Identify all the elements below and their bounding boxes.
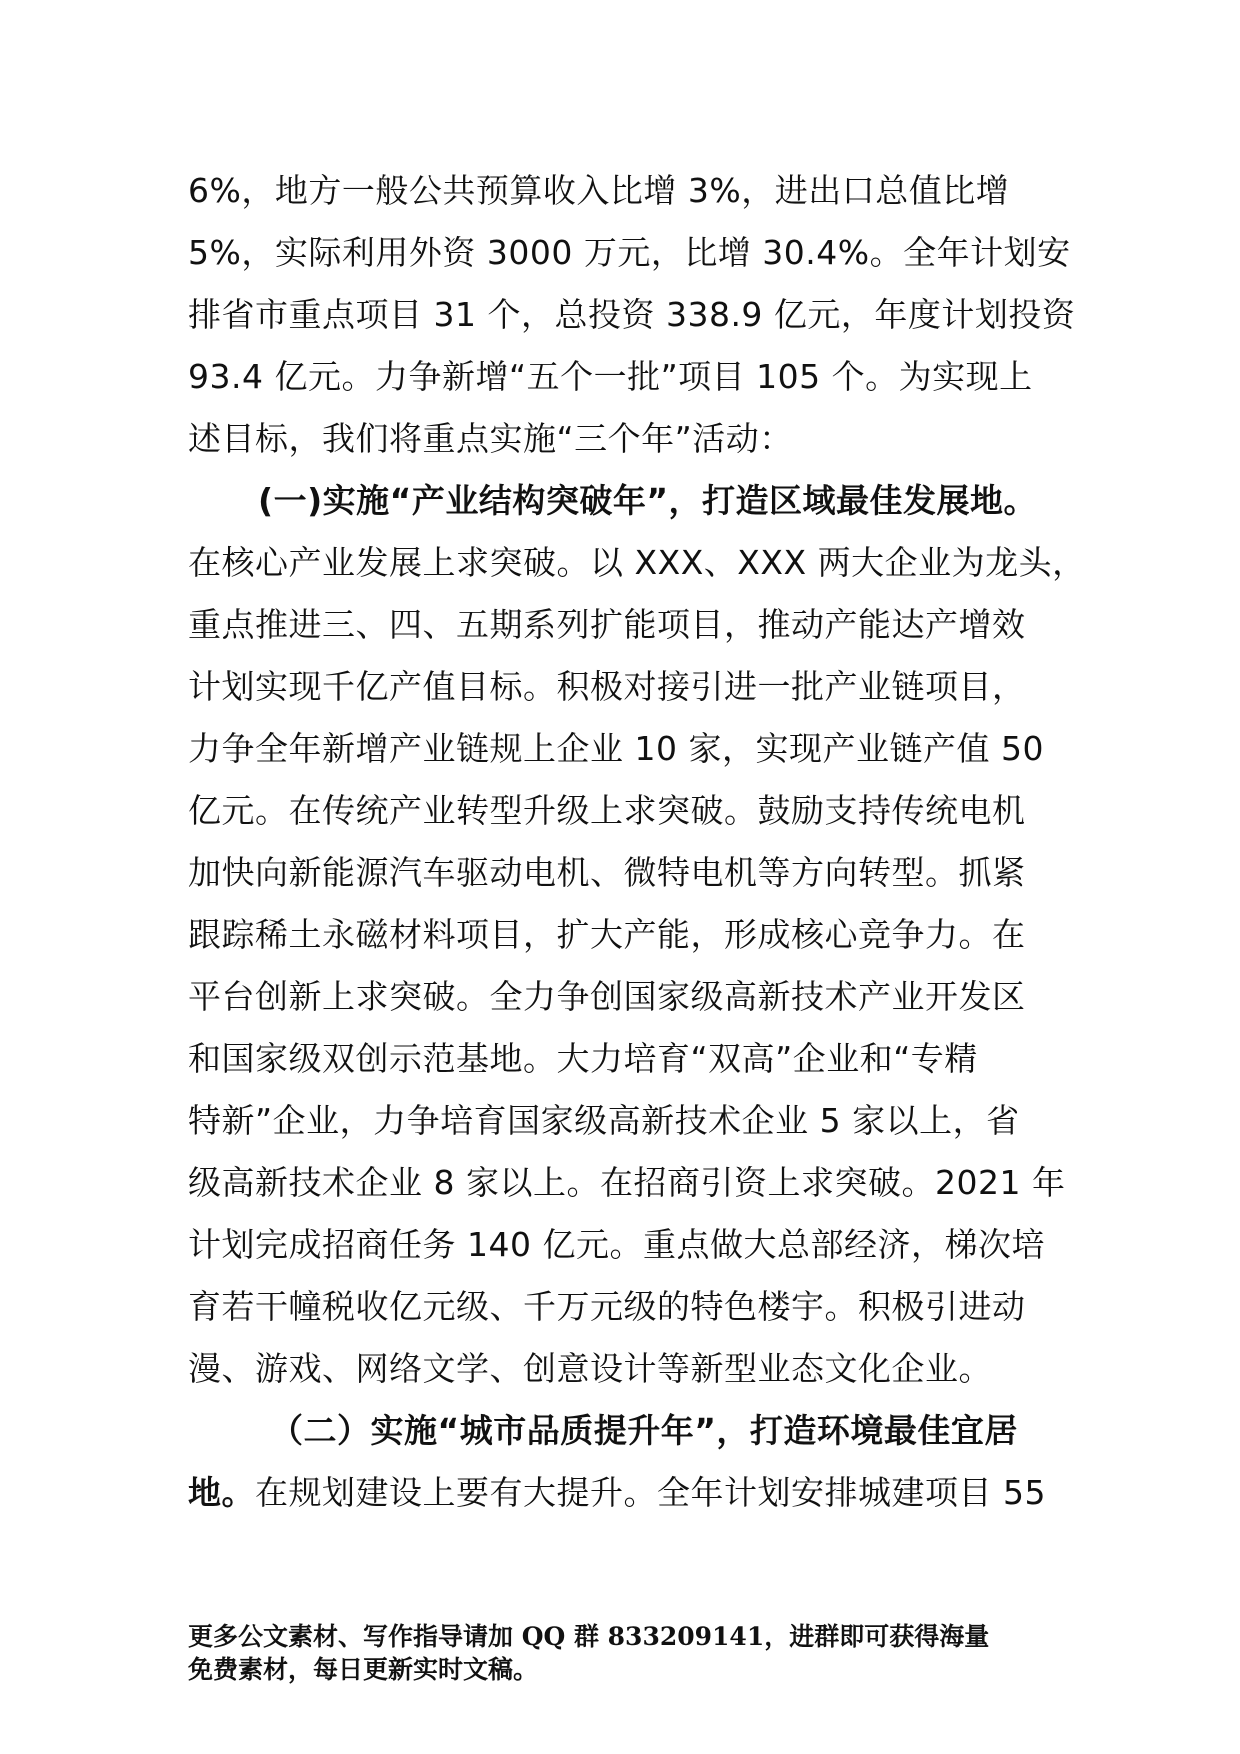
- document-body: [188, 160, 1086, 1524]
- paragraph-line: 亿元。在传统产业转型升级上求突破。鼓励支持传统电机: [188, 791, 1026, 830]
- paragraph-line: 和国家级双创示范基地。大力培育“双高”企业和“专精: [188, 1039, 978, 1078]
- paragraph-line: 平台创新上求突破。全力争创国家级高新技术产业开发区: [188, 977, 1026, 1016]
- paragraph-line: 6%，地方一般公共预算收入比增 3%，进出口总值比增: [188, 171, 1010, 210]
- paragraph-line: 5%，实际利用外资 3000 万元，比增 30.4%。全年计划安: [188, 233, 1071, 272]
- footer-line-1: 更多公文素材、写作指导请加 QQ 群 833209141，进群即可获得海量: [188, 1622, 990, 1651]
- paragraph-line: 育若干幢税收亿元级、千万元级的特色楼宇。积极引进动: [188, 1287, 1026, 1326]
- paragraph-line: 计划实现千亿产值目标。积极对接引进一批产业链项目，: [188, 667, 1026, 706]
- section-heading-2: （二）实施“城市品质提升年”，打造环境最佳宜居: [270, 1411, 1018, 1450]
- paragraph-line: 跟踪稀土永磁材料项目，扩大产能，形成核心竞争力。在: [188, 915, 1026, 954]
- paragraph-text: 在规划建设上要有大提升。全年计划安排城建项目 55: [255, 1473, 1046, 1512]
- paragraph-line: 加快向新能源汽车驱动电机、微特电机等方向转型。抓紧: [188, 853, 1026, 892]
- paragraph-line: 级高新技术企业 8 家以上。在招商引资上求突破。2021 年: [188, 1163, 1066, 1202]
- footer-note: [188, 1620, 1088, 1686]
- paragraph-line: 述目标，我们将重点实施“三个年”活动：: [188, 419, 793, 458]
- paragraph-line: 力争全年新增产业链规上企业 10 家，实现产业链产值 50: [188, 729, 1044, 768]
- paragraph-line: 计划完成招商任务 140 亿元。重点做大总部经济，梯次培: [188, 1225, 1045, 1264]
- section-heading-1: (一)实施“产业结构突破年”，打造区域最佳发展地。: [258, 481, 1038, 520]
- paragraph-line: 排省市重点项目 31 个，总投资 338.9 亿元，年度计划投资: [188, 295, 1076, 334]
- section-heading-2-end: 地。: [188, 1473, 255, 1512]
- paragraph-line: 93.4 亿元。力争新增“五个一批”项目 105 个。为实现上: [188, 357, 1033, 396]
- paragraph-line: 漫、游戏、网络文学、创意设计等新型业态文化企业。: [188, 1349, 992, 1388]
- footer-line-2: 免费素材，每日更新实时文稿。: [188, 1655, 539, 1684]
- paragraph-line: 在核心产业发展上求突破。以 XXX、XXX 两大企业为龙头，: [188, 543, 1086, 582]
- paragraph-line: 重点推进三、四、五期系列扩能项目，推动产能达产增效: [188, 605, 1026, 644]
- paragraph-line: 特新”企业，力争培育国家级高新技术企业 5 家以上，省: [188, 1101, 1020, 1140]
- paragraph-line-mixed: [188, 1462, 1068, 1524]
